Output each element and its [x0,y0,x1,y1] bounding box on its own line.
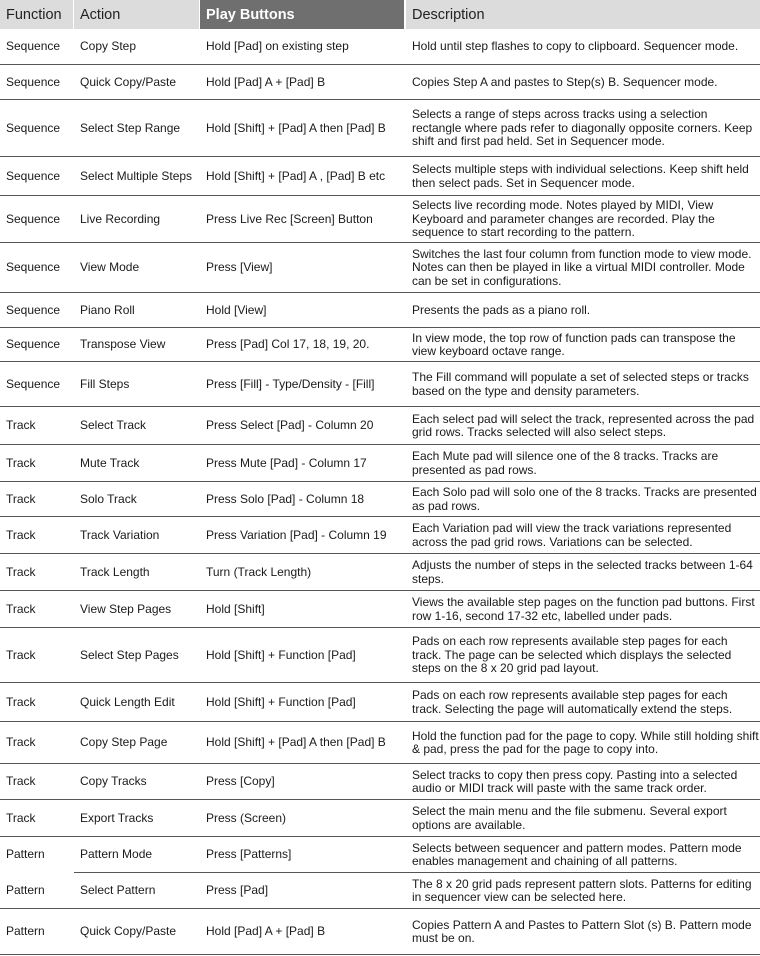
cell-description [412,873,760,909]
cell-description-text: Each Mute pad will silence one of the 8 tracks. Tracks are presented as pad rows. [412,449,719,477]
cell-function [6,362,76,407]
cell-description [412,591,760,628]
cell-description [412,196,760,243]
cell-play-buttons-text: Turn (Track Length) [206,564,312,579]
cell-function [6,722,76,764]
cell-function [6,196,76,243]
row-divider [0,954,760,955]
cell-description-text: Select tracks to copy then press copy. Pasting into a selected audio or MIDI track will paste with the same track order. [412,767,738,795]
cell-action [80,100,202,157]
cell-action-text: View Mode [80,260,140,275]
cell-function-text: Sequence [6,337,61,352]
cell-play-buttons-text: Hold [Shift] + Function [Pad] [206,647,356,662]
table-row [0,196,760,243]
cell-action [80,482,202,517]
cell-play-buttons-text: Hold [Pad] A + [Pad] B [206,74,326,89]
cell-function [6,554,76,591]
cell-play-buttons-text: Hold [Shift] [206,601,265,616]
cell-play-buttons-text: Press Mute [Pad] - Column 17 [206,455,367,470]
cell-play-buttons [206,407,406,445]
cell-function-text: Track [6,564,36,579]
cell-function-text: Sequence [6,168,61,183]
cell-function-text: Pattern [6,847,45,862]
cell-action [80,722,202,764]
header-action: Action [74,0,200,29]
cell-play-buttons [206,445,406,482]
cell-description-text: Pads on each row represents available step pages for each track. Selecting the page will automatically extend the steps. [412,688,733,716]
cell-function-text: Track [6,455,36,470]
table-row [0,362,760,407]
cell-function [6,157,76,196]
cell-action [80,362,202,407]
cell-function [6,873,76,909]
cell-description-text: In view mode, the top row of function pads can transpose the view keyboard octave range. [412,330,736,358]
cell-function-text: Track [6,774,36,789]
cell-function-text: Pattern [6,924,45,939]
cell-play-buttons [206,243,406,293]
cell-play-buttons-text: Press [Pad] [206,883,269,898]
cell-function [6,482,76,517]
cell-play-buttons-text: Press Variation [Pad] - Column 19 [206,527,387,542]
cell-play-buttons [206,196,406,243]
cell-play-buttons [206,29,406,65]
cell-action [80,445,202,482]
cell-function [6,764,76,800]
table-row [0,909,760,955]
cell-function [6,328,76,362]
cell-action-text: Mute Track [80,455,140,470]
cell-action [80,909,202,955]
cell-function [6,683,76,722]
cell-action [80,628,202,683]
cell-function-text: Track [6,527,36,542]
cell-description-text: Each Variation pad will view the track variations represented across the pad grid rows. Variations can be selected. [412,521,732,549]
cell-play-buttons [206,65,406,100]
cell-action-text: Select Step Pages [80,647,179,662]
cell-function [6,591,76,628]
cell-action-text: Fill Steps [80,376,130,391]
cell-description-text: Views the available step pages on the function pad buttons. First row 1-16, second 17-32 etc, labelled under pads. [412,595,755,623]
header-play-buttons: Play Buttons [200,0,406,29]
table-row [0,328,760,362]
cell-function [6,837,76,873]
cell-description-text: Each Solo pad will solo one of the 8 tracks. Tracks are presented as pad rows. [412,485,757,513]
cell-play-buttons-text: Hold [Shift] + [Pad] A , [Pad] B etc [206,168,386,183]
cell-play-buttons [206,909,406,955]
table-row [0,683,760,722]
cell-description-text: Switches the last four column from function mode to view mode. Notes can then be played in like a virtual MIDI controller. Mode can be set in configurations. [412,246,752,288]
cell-action [80,65,202,100]
cell-play-buttons-text: Hold [View] [206,302,267,317]
cell-action-text: Select Track [80,418,147,433]
cell-action [80,873,202,909]
cell-description [412,407,760,445]
table-row [0,407,760,445]
table-row [0,554,760,591]
cell-action-text: Copy Step [80,39,137,54]
cell-play-buttons [206,293,406,328]
cell-description-text: Select the main menu and the file submenu. Several export options are available. [412,804,727,832]
cell-play-buttons-text: Hold [Shift] + [Pad] A then [Pad] B [206,120,386,135]
cell-function-text: Sequence [6,39,61,54]
cell-description-text: Presents the pads as a piano roll. [412,302,591,317]
cell-action-text: Select Multiple Steps [80,168,193,183]
cell-function-text: Sequence [6,260,61,275]
cell-description-text: The 8 x 20 grid pads represent pattern slots. Patterns for editing in sequencer view can be selected here. [412,876,752,904]
cell-play-buttons [206,100,406,157]
cell-description [412,65,760,100]
cell-description [412,517,760,554]
cell-description [412,445,760,482]
table-row [0,293,760,328]
cell-action-text: Transpose View [80,337,166,352]
cell-action [80,517,202,554]
cell-function-text: Track [6,694,36,709]
cell-description-text: Pads on each row represents available step pages for each track. The page can be selected which displays the selected steps on the 8 x 20 grid pad layout. [412,634,732,676]
table-row [0,29,760,65]
cell-action [80,683,202,722]
cell-description [412,157,760,196]
cell-description-text: Hold until step flashes to copy to clipboard. Sequencer mode. [412,39,739,54]
cell-function [6,243,76,293]
cell-action-text: Copy Step Page [80,735,168,750]
cell-function [6,445,76,482]
cell-function-text: Track [6,491,36,506]
cell-action-text: View Step Pages [80,601,172,616]
cell-description-text: The Fill command will populate a set of selected steps or tracks based on the type and density parameters. [412,370,749,398]
table-row [0,100,760,157]
cell-description [412,482,760,517]
cell-description [412,328,760,362]
cell-function-text: Sequence [6,302,61,317]
cell-function [6,65,76,100]
cell-action [80,837,202,873]
header-description: Description [406,0,760,29]
cell-play-buttons [206,362,406,407]
cell-play-buttons-text: Press [Fill] - Type/Density - [Fill] [206,376,375,391]
cell-play-buttons-text: Hold [Pad] A + [Pad] B [206,924,326,939]
cell-action-text: Copy Tracks [80,774,147,789]
cell-function [6,517,76,554]
cell-play-buttons-text: Press [Copy] [206,774,275,789]
cell-description-text: Each select pad will select the track, represented across the pad grid rows. Tracks selected will also select steps. [412,411,755,439]
cell-action-text: Piano Roll [80,302,135,317]
cell-play-buttons [206,683,406,722]
table-row [0,628,760,683]
table-row [0,445,760,482]
cell-play-buttons [206,764,406,800]
table-row [0,764,760,800]
table-row [0,722,760,764]
cell-action [80,157,202,196]
cell-description-text: Selects live recording mode. Notes played by MIDI, View Keyboard and parameter changes are recorded. Play the sequence to start recording to the pattern. [412,198,715,240]
cell-description [412,764,760,800]
cell-play-buttons-text: Hold [Pad] on existing step [206,39,349,54]
cell-action-text: Select Pattern [80,883,156,898]
table-row [0,873,760,909]
cell-play-buttons [206,873,406,909]
table-row [0,837,760,873]
cell-function-text: Sequence [6,376,61,391]
cell-action [80,243,202,293]
cell-play-buttons-text: Press (Screen) [206,810,287,825]
cell-play-buttons [206,628,406,683]
table-row [0,800,760,837]
cell-action-text: Pattern Mode [80,847,153,862]
cell-function [6,293,76,328]
cell-description-text: Hold the function pad for the page to copy. While still holding shift & pad, press the pad for the page to copy into. [412,728,759,756]
cell-function [6,909,76,955]
cell-action-text: Track Length [80,564,150,579]
cell-action [80,328,202,362]
cell-function-text: Track [6,601,36,616]
cell-action [80,800,202,837]
cell-description [412,722,760,764]
cell-description [412,909,760,955]
cell-play-buttons [206,591,406,628]
cell-play-buttons [206,328,406,362]
cell-action-text: Solo Track [80,491,137,506]
cell-play-buttons-text: Press Solo [Pad] - Column 18 [206,491,365,506]
cell-function [6,628,76,683]
cell-play-buttons-text: Hold [Shift] + [Pad] A then [Pad] B [206,735,386,750]
cell-play-buttons [206,837,406,873]
cell-function [6,800,76,837]
cell-function [6,100,76,157]
cell-function-text: Sequence [6,120,61,135]
table-row [0,243,760,293]
cell-action [80,293,202,328]
cell-play-buttons-text: Press [Patterns] [206,847,292,862]
cell-action-text: Quick Copy/Paste [80,924,177,939]
cell-action [80,196,202,243]
cell-action [80,29,202,65]
cell-function-text: Sequence [6,211,61,226]
cell-function-text: Pattern [6,883,45,898]
cell-play-buttons [206,157,406,196]
cell-description-text: Selects between sequencer and pattern modes. Pattern mode enables management and chaining of all patterns. [412,840,742,868]
cell-description [412,243,760,293]
table-row [0,65,760,100]
cell-description-text: Selects a range of steps across tracks using a selection rectangle where pads refer to diagonally opposite corners. Keep shift and first pad held. Set in Sequencer mode. [412,107,753,149]
cell-description [412,683,760,722]
cell-action-text: Export Tracks [80,810,154,825]
cell-function-text: Track [6,418,36,433]
table-row [0,157,760,196]
cell-play-buttons-text: Hold [Shift] + Function [Pad] [206,694,356,709]
cell-description-text: Copies Pattern A and Pastes to Pattern Slot (s) B. Pattern mode must be on. [412,917,752,945]
cell-function [6,407,76,445]
cell-function [6,29,76,65]
table-row [0,517,760,554]
cell-play-buttons-text: Press [View] [206,260,273,275]
cell-action [80,764,202,800]
cell-description [412,837,760,873]
cell-play-buttons-text: Press [Pad] Col 17, 18, 19, 20. [206,337,370,352]
cell-action-text: Quick Length Edit [80,694,175,709]
header-function: Function [0,0,74,29]
cell-function-text: Sequence [6,74,61,89]
cell-play-buttons [206,517,406,554]
cell-action [80,407,202,445]
cell-play-buttons-text: Press Select [Pad] - Column 20 [206,418,374,433]
cell-action [80,554,202,591]
cell-play-buttons [206,722,406,764]
cell-description [412,800,760,837]
cell-description [412,100,760,157]
cell-function-text: Track [6,810,36,825]
cell-description [412,362,760,407]
cell-description [412,293,760,328]
table-row [0,591,760,628]
cell-action-text: Quick Copy/Paste [80,74,177,89]
cell-description [412,628,760,683]
cell-description-text: Selects multiple steps with individual selections. Keep shift held then select pads. Set in Sequencer mode. [412,162,749,190]
cell-action-text: Live Recording [80,211,161,226]
cell-play-buttons-text: Press Live Rec [Screen] Button [206,211,373,226]
cell-play-buttons [206,482,406,517]
cell-action-text: Select Step Range [80,120,181,135]
cell-description [412,554,760,591]
cell-action-text: Track Variation [80,527,160,542]
cell-play-buttons [206,800,406,837]
cell-function-text: Track [6,735,36,750]
table-row [0,482,760,517]
cell-function-text: Track [6,647,36,662]
cell-description-text: Copies Step A and pastes to Step(s) B. Sequencer mode. [412,74,718,89]
cell-description-text: Adjusts the number of steps in the selected tracks between 1-64 steps. [412,558,753,586]
cell-action [80,591,202,628]
cell-description [412,29,760,65]
cell-play-buttons [206,554,406,591]
